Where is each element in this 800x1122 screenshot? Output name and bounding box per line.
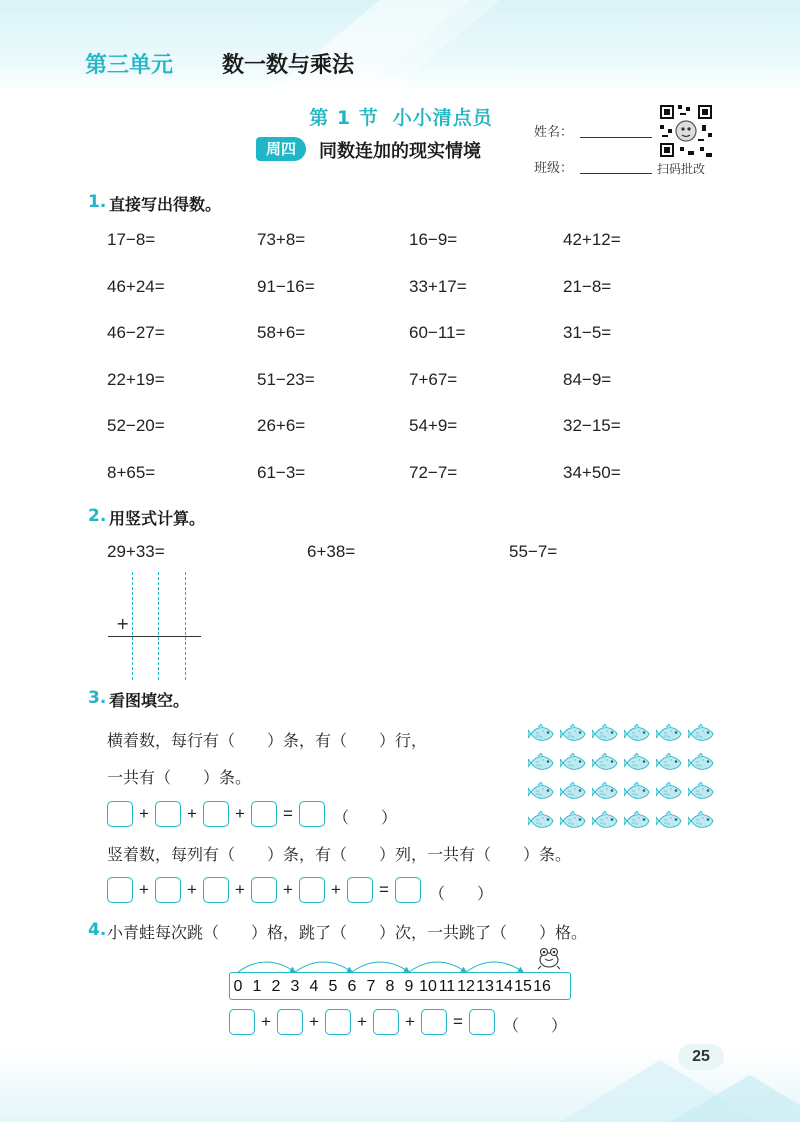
fish-icon [528, 782, 556, 802]
q1-equation: 73+8= [257, 230, 306, 249]
q2-instruction: 用竖式计算。 [109, 509, 206, 528]
name-label: 姓名： [534, 125, 574, 140]
plus-sign: + [357, 1012, 367, 1031]
q1-equation: 34+50= [563, 462, 621, 482]
page-number: 25 [678, 1044, 724, 1070]
qr-caption: 扫码批改 [657, 162, 706, 176]
answer-box[interactable] [421, 1009, 447, 1035]
q1-equation: 58+6= [257, 323, 306, 342]
equals-sign: = [283, 804, 293, 823]
q2-problem-1: 29+33= [107, 542, 165, 561]
fish-icon [592, 811, 620, 831]
frog-icon [536, 944, 562, 970]
answer-box[interactable] [347, 877, 373, 903]
fish-icon [656, 753, 684, 773]
answer-box[interactable] [277, 1009, 303, 1035]
fish-icon [624, 753, 652, 773]
q2-number: 2. [88, 506, 107, 526]
day-tag: 周四 [256, 137, 306, 161]
answer-box[interactable] [203, 877, 229, 903]
answer-box[interactable] [395, 877, 421, 903]
fish-icon [560, 724, 588, 744]
fish-icon [688, 811, 716, 831]
q4-question: 小青蛙每次跳（ ）格，跳了（ ）次，一共跳了（ ）格。 [107, 923, 588, 942]
q1-equation: 7+67= [409, 369, 458, 389]
answer-box[interactable] [107, 801, 133, 827]
class-field[interactable] [580, 173, 652, 174]
plus-sign: + [261, 1012, 271, 1031]
q1-equation: 42+12= [563, 230, 621, 249]
answer-box[interactable] [373, 1009, 399, 1035]
answer-box[interactable] [469, 1009, 495, 1035]
number-line-label: 4 [309, 978, 319, 995]
q3-row-question: 横着数，每行有（ ）条，有（ ）行， [107, 731, 428, 750]
number-line-label: 5 [328, 978, 338, 995]
q1-equation: 16−9= [409, 230, 458, 249]
number-line-label: 6 [347, 978, 357, 995]
equals-sign: = [453, 1012, 463, 1031]
fish-icon [656, 811, 684, 831]
vertical-guide-line [132, 572, 133, 680]
number-line-label: 11 [438, 978, 456, 995]
number-line-label: 16 [533, 978, 551, 995]
answer-box[interactable] [107, 877, 133, 903]
fish-icon [528, 753, 556, 773]
number-line-label: 12 [457, 978, 475, 995]
q1-equation: 72−7= [409, 462, 458, 482]
q3-instruction: 看图填空。 [109, 691, 190, 710]
number-line-label: 2 [271, 978, 281, 995]
plus-sign: + [235, 804, 245, 823]
answer-box[interactable] [325, 1009, 351, 1035]
number-line-label: 7 [366, 978, 376, 995]
footer-decoration [520, 1040, 800, 1122]
q1-equation: 52−20= [107, 416, 165, 435]
q1-equation: 21−8= [563, 276, 612, 296]
plus-sign: + [187, 804, 197, 823]
answer-box[interactable] [299, 801, 325, 827]
q2-problem-3: 55−7= [509, 542, 558, 561]
q1-equation: 61−3= [257, 462, 306, 482]
q2-problem-2: 6+38= [307, 542, 356, 561]
q1-equation: 46+24= [107, 276, 165, 296]
answer-box[interactable] [299, 877, 325, 903]
q1-equation: 84−9= [563, 369, 612, 389]
q1-equation: 51−23= [257, 369, 315, 389]
section-number: 第 1 节 [309, 107, 379, 129]
q3-column-question: 竖着数，每列有（ ）条，有（ ）列，一共有（ ）条。 [107, 845, 572, 864]
unit-title: 数一数与乘法 [222, 53, 355, 78]
number-line-label: 9 [404, 978, 414, 995]
class-label: 班级： [534, 161, 574, 176]
number-line-label: 8 [385, 978, 395, 995]
q1-equation: 33+17= [409, 276, 467, 296]
q1-instruction: 直接写出得数。 [109, 195, 222, 214]
fish-icon [560, 811, 588, 831]
fish-icon [592, 753, 620, 773]
q1-equation: 31−5= [563, 323, 612, 342]
plus-sign: + [235, 880, 245, 899]
number-line-label: 10 [419, 978, 437, 995]
number-line-label: 3 [290, 978, 300, 995]
fish-icon [528, 724, 556, 744]
answer-box[interactable] [229, 1009, 255, 1035]
vertical-sum-line [108, 636, 201, 637]
plus-sign: + [139, 880, 149, 899]
q1-equation: 26+6= [257, 416, 306, 435]
fish-icon [688, 753, 716, 773]
q1-number: 1. [88, 192, 107, 212]
day-title: 同数连加的现实情境 [319, 141, 481, 162]
fish-icon [624, 811, 652, 831]
fish-icon [624, 724, 652, 744]
plus-sign: + [405, 1012, 415, 1031]
number-line-label: 0 [233, 978, 243, 995]
vertical-guide-line [185, 572, 186, 680]
answer-box[interactable] [203, 801, 229, 827]
fish-icon [560, 753, 588, 773]
fish-icon [592, 724, 620, 744]
answer-paren: （ ） [503, 1016, 568, 1035]
q4-number: 4. [88, 920, 107, 940]
fish-icon [592, 782, 620, 802]
q1-equation: 46−27= [107, 323, 165, 342]
answer-paren: （ ） [429, 884, 494, 903]
qr-code-icon[interactable] [658, 103, 714, 159]
unit-tag: 第三单元 [85, 53, 174, 78]
number-line-label: 1 [252, 978, 262, 995]
plus-sign: + [139, 804, 149, 823]
answer-box[interactable] [251, 801, 277, 827]
q1-equation: 54+9= [409, 416, 458, 435]
number-line-label: 15 [514, 978, 532, 995]
q1-equation: 60−11= [409, 323, 466, 342]
vertical-plus-sign: + [116, 614, 130, 633]
q1-equation: 8+65= [107, 462, 156, 482]
plus-sign: + [309, 1012, 319, 1031]
answer-box[interactable] [155, 801, 181, 827]
equals-sign: = [379, 880, 389, 899]
number-line-label: 14 [495, 978, 513, 995]
q1-equation: 22+19= [107, 369, 165, 389]
q3-total-question: 一共有（ ）条。 [107, 768, 252, 787]
fish-icon [688, 724, 716, 744]
q1-equation: 32−15= [563, 416, 621, 435]
vertical-guide-line [158, 572, 159, 680]
answer-box[interactable] [251, 877, 277, 903]
answer-paren: （ ） [333, 808, 398, 827]
q1-equation: 17−8= [107, 230, 156, 249]
plus-sign: + [283, 880, 293, 899]
plus-sign: + [331, 880, 341, 899]
fish-icon [656, 782, 684, 802]
number-line-label: 13 [476, 978, 494, 995]
name-field[interactable] [580, 137, 652, 138]
plus-sign: + [187, 880, 197, 899]
answer-box[interactable] [155, 877, 181, 903]
fish-icon [560, 782, 588, 802]
fish-icon [624, 782, 652, 802]
section-name: 小小清点员 [392, 107, 493, 129]
jump-arcs [229, 944, 571, 974]
q3-number: 3. [88, 688, 107, 708]
fish-icon [688, 782, 716, 802]
fish-icon [656, 724, 684, 744]
fish-icon [528, 811, 556, 831]
q1-equation: 91−16= [257, 276, 315, 296]
